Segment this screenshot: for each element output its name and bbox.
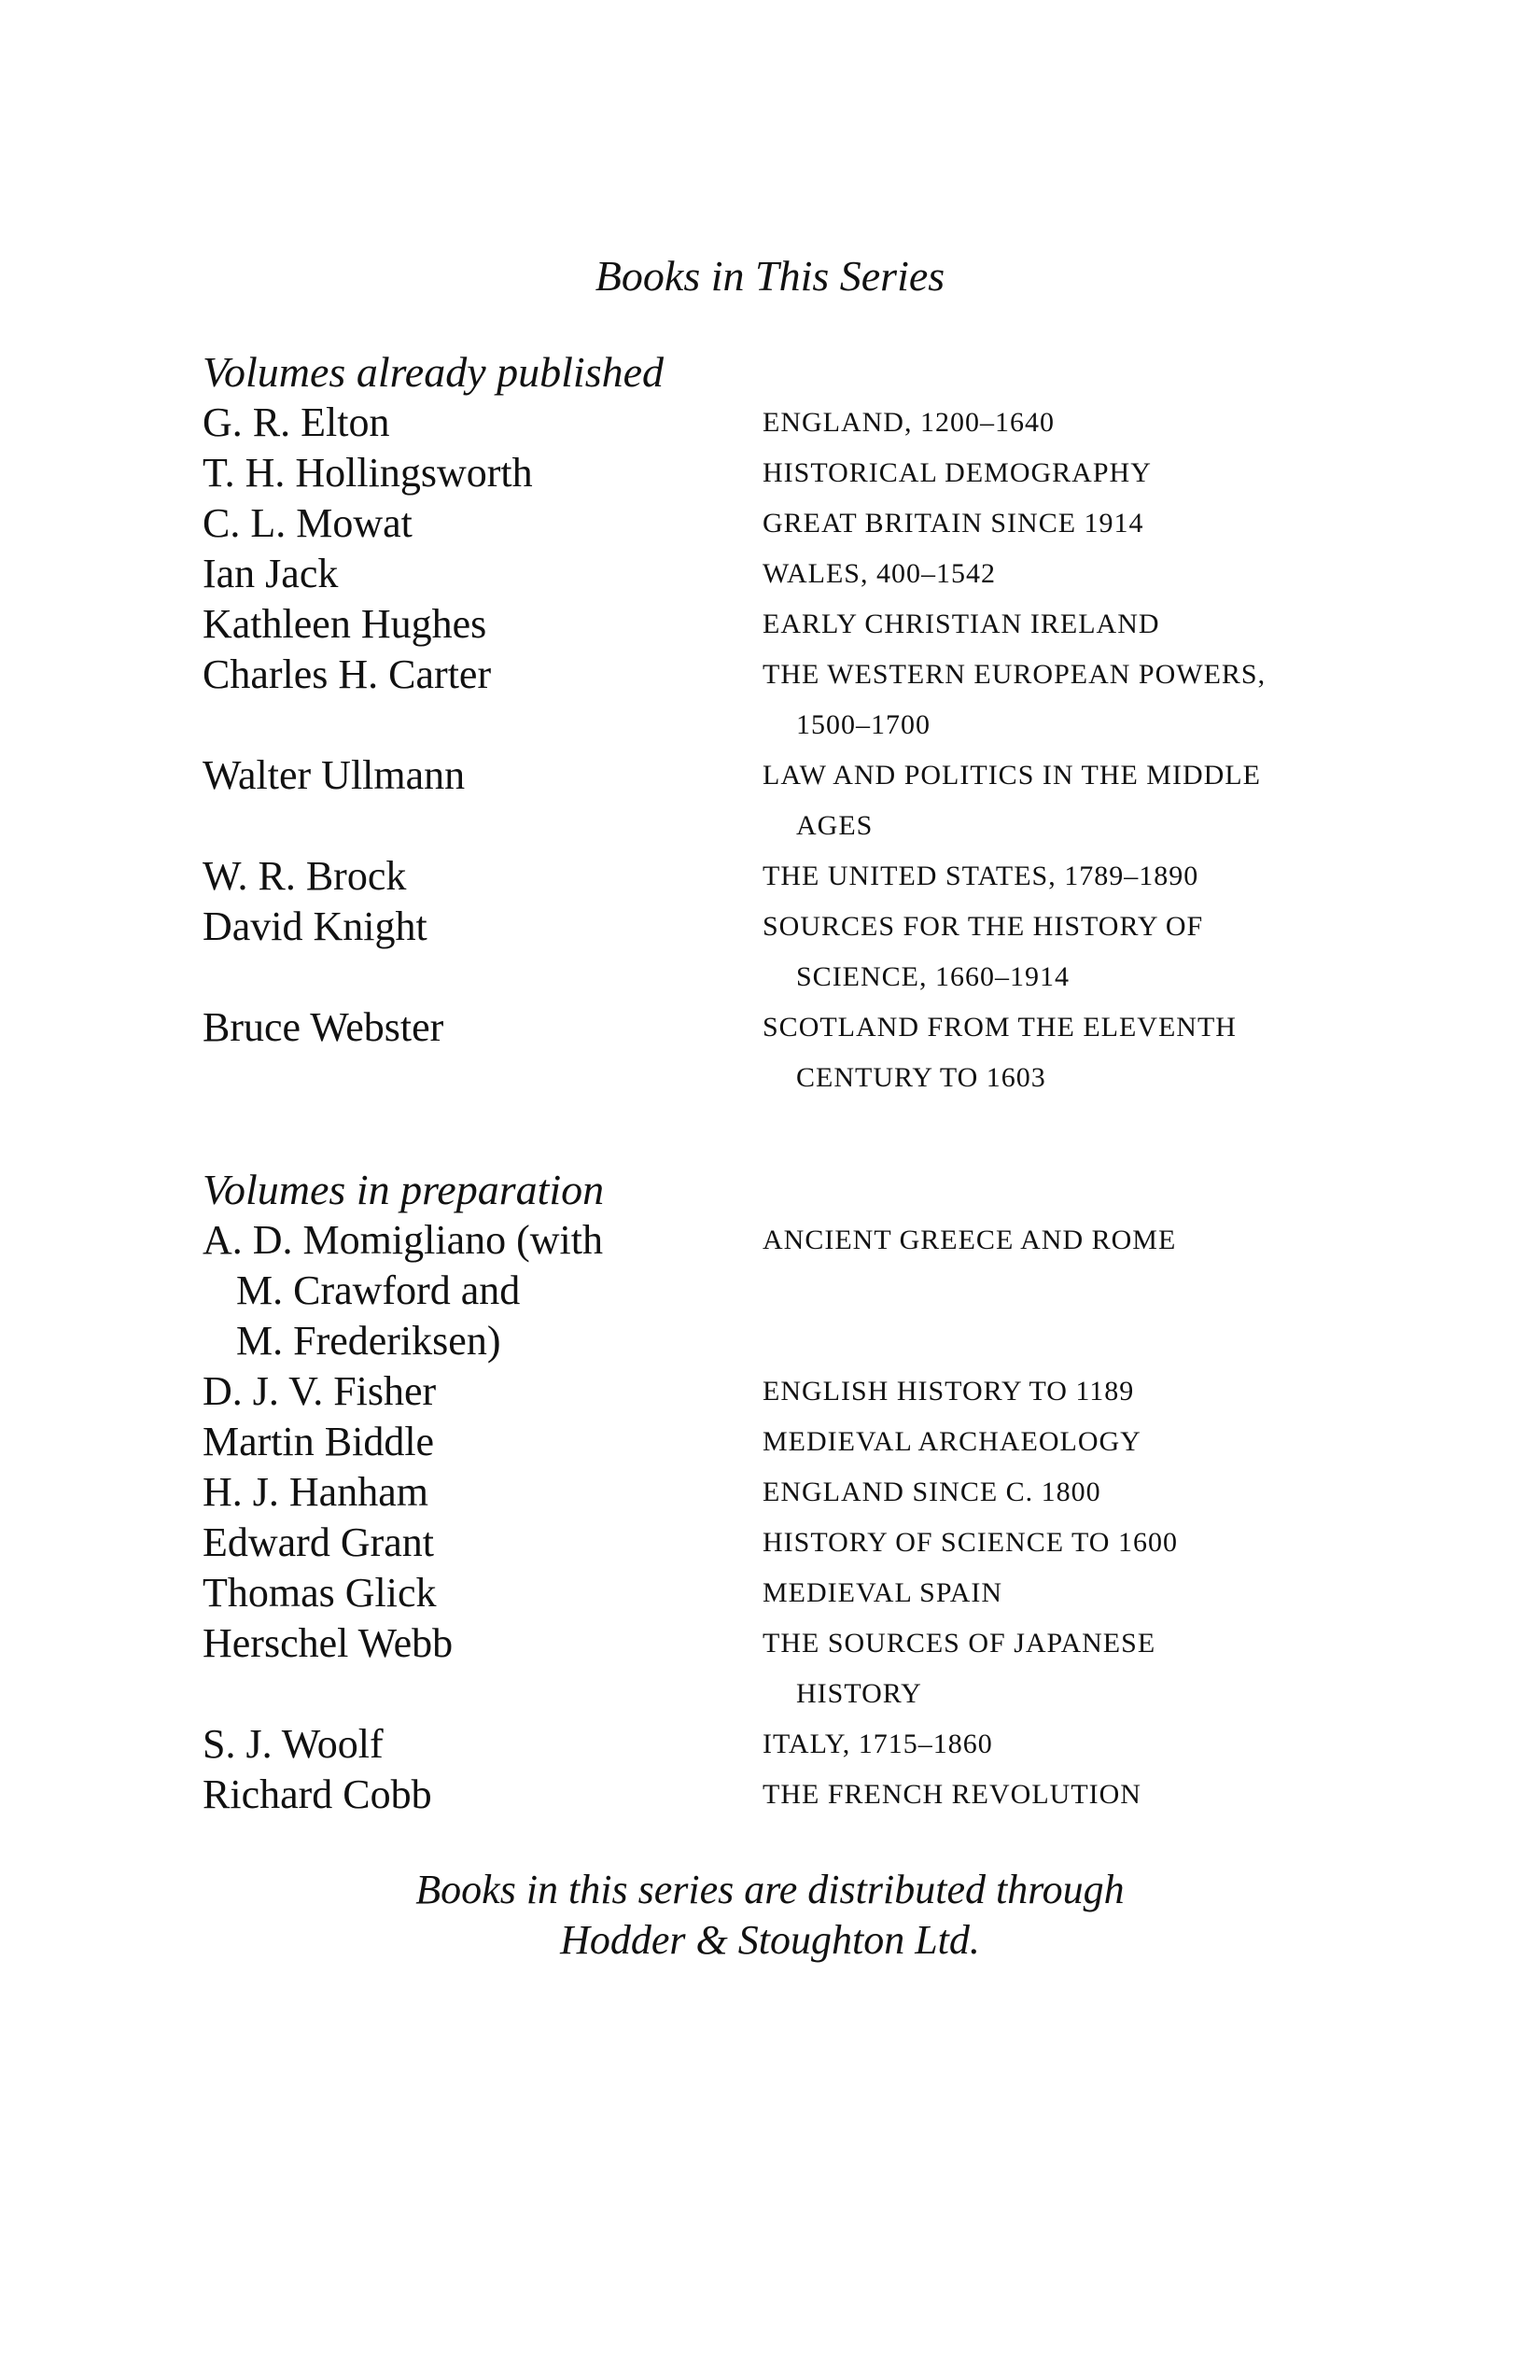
- author-name: Thomas Glick: [203, 1570, 437, 1616]
- book-title: THE UNITED STATES, 1789–1890: [763, 861, 1199, 891]
- preparation-heading: Volumes in preparation: [203, 1166, 605, 1213]
- author-name: Bruce Webster: [203, 1004, 444, 1050]
- list-item: [203, 1417, 1397, 1467]
- author-name: Richard Cobb: [203, 1771, 432, 1817]
- list-item: [203, 448, 1397, 498]
- author-name: H. J. Hanham: [203, 1469, 428, 1515]
- list-item: [203, 1215, 1397, 1366]
- author-name: Ian Jack: [203, 551, 339, 596]
- book-title: SOURCES FOR THE HISTORY OF SCIENCE, 1660–1914: [763, 911, 1204, 992]
- book-title: THE FRENCH REVOLUTION: [763, 1779, 1141, 1810]
- author-name: Martin Biddle: [203, 1419, 435, 1464]
- author-name: T. H. Hollingsworth: [203, 450, 533, 496]
- author-name: S. J. Woolf: [203, 1721, 384, 1767]
- book-title: ENGLAND, 1200–1640: [763, 407, 1055, 438]
- list-item: [203, 851, 1397, 902]
- series-title: Books in This Series: [595, 252, 945, 300]
- book-title: ANCIENT GREECE AND ROME: [763, 1225, 1177, 1255]
- list-item: [203, 750, 1397, 851]
- book-title: SCOTLAND FROM THE ELEVENTH CENTURY TO 1603: [763, 1012, 1237, 1093]
- book-title: ITALY, 1715–1860: [763, 1729, 993, 1759]
- list-item: [203, 650, 1397, 750]
- author-name: Charles H. Carter: [203, 651, 492, 697]
- author-name: Walter Ullmann: [203, 752, 466, 798]
- author-name: W. R. Brock: [203, 853, 407, 899]
- list-item: [203, 1618, 1397, 1719]
- list-item: [203, 398, 1397, 448]
- list-item: [203, 1366, 1397, 1417]
- distribution-note: Books in this series are distributed through Hodder & Stoughton Ltd.: [415, 1867, 1125, 1963]
- author-name: G. R. Elton: [203, 399, 390, 445]
- author-name: Edward Grant: [203, 1519, 435, 1565]
- list-item: [203, 1770, 1397, 1820]
- list-item: [203, 902, 1397, 1002]
- published-section: [203, 347, 1397, 1103]
- book-title: WALES, 400–1542: [763, 558, 996, 589]
- author-name: D. J. V. Fisher: [203, 1368, 437, 1414]
- book-title: EARLY CHRISTIAN IRELAND: [763, 609, 1160, 639]
- list-item: [203, 599, 1397, 650]
- published-heading: Volumes already published: [203, 348, 665, 396]
- book-title: MEDIEVAL ARCHAEOLOGY: [763, 1426, 1141, 1457]
- book-title: THE SOURCES OF JAPANESE HISTORY: [763, 1628, 1156, 1709]
- author-name: C. L. Mowat: [203, 500, 413, 546]
- book-title: GREAT BRITAIN SINCE 1914: [763, 508, 1144, 539]
- preparation-section: [203, 1165, 1397, 1820]
- author-name: Herschel Webb: [203, 1620, 454, 1666]
- book-title: HISTORICAL DEMOGRAPHY: [763, 457, 1152, 488]
- book-title: MEDIEVAL SPAIN: [763, 1577, 1003, 1608]
- list-item: [203, 1002, 1397, 1103]
- book-title: ENGLISH HISTORY TO 1189: [763, 1376, 1135, 1407]
- list-item: [203, 1719, 1397, 1770]
- author-name: David Knight: [203, 903, 427, 949]
- list-item: [203, 1467, 1397, 1518]
- book-title: HISTORY OF SCIENCE TO 1600: [763, 1527, 1178, 1558]
- author-name: Kathleen Hughes: [203, 601, 487, 647]
- list-item: [203, 1518, 1397, 1568]
- author-name: A. D. Momigliano (with M. Crawford and M. Frederiksen): [203, 1217, 603, 1364]
- list-item: [203, 498, 1397, 549]
- list-item: [203, 1568, 1397, 1618]
- book-title: THE WESTERN EUROPEAN POWERS, 1500–1700: [763, 659, 1267, 740]
- list-item: [203, 549, 1397, 599]
- book-title: ENGLAND SINCE C. 1800: [763, 1477, 1101, 1507]
- book-title: LAW AND POLITICS IN THE MIDDLE AGES: [763, 760, 1261, 841]
